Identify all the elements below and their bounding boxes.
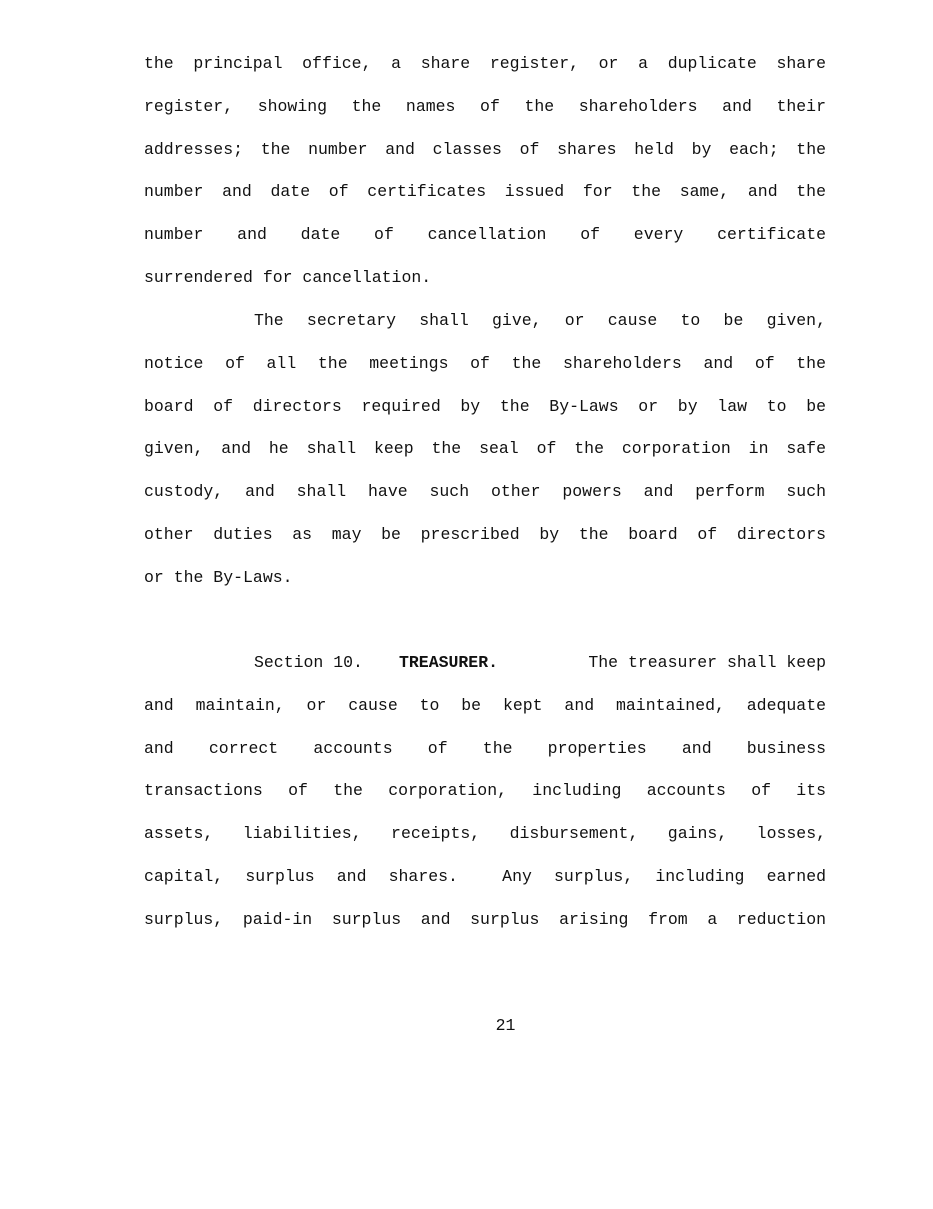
text-line: other duties as may be prescribed by the board of directors bbox=[144, 524, 826, 544]
text-line: The secretary shall give, or cause to be given, bbox=[254, 311, 826, 330]
text-line: surplus, paid-in surplus and surplus arising from a reduction bbox=[144, 909, 826, 929]
section-10-treasurer bbox=[144, 642, 826, 942]
text-line: surrendered for cancellation. bbox=[144, 267, 432, 287]
text-line: number and date of cancellation of every certificate bbox=[144, 225, 826, 245]
section-heading-text: The treasurer shall keep bbox=[588, 653, 826, 672]
text-line: addresses; the number and classes of shares held by each; the bbox=[144, 139, 826, 159]
text-line: the principal office, a share register, or a duplicate share bbox=[144, 54, 826, 73]
section-heading: TREASURER. bbox=[399, 653, 499, 672]
text-line: assets, liabilities, receipts, disbursement, gains, losses, bbox=[144, 824, 826, 844]
text-line: register, showing the names of the shareholders and their bbox=[144, 96, 826, 116]
paragraph-secretary-duties bbox=[144, 300, 826, 600]
text-line: given, and he shall keep the seal of the corporation in safe bbox=[144, 439, 826, 459]
section-number: Section 10. bbox=[254, 653, 363, 672]
text-line: capital, surplus and shares. Any surplus, including earned bbox=[144, 866, 826, 886]
text-line: custody, and shall have such other powers and perform such bbox=[144, 482, 826, 502]
text-line: and maintain, or cause to be kept and maintained, adequate bbox=[144, 695, 826, 715]
text-line: and correct accounts of the properties and business bbox=[144, 738, 826, 758]
text-line: or the By-Laws. bbox=[144, 567, 293, 587]
text-line: transactions of the corporation, including accounts of its bbox=[144, 781, 826, 801]
text-line: number and date of certificates issued for the same, and the bbox=[144, 182, 826, 202]
text-line: notice of all the meetings of the shareholders and of the bbox=[144, 353, 826, 373]
text-line: board of directors required by the By-Laws or by law to be bbox=[144, 396, 826, 416]
page-number: 21 bbox=[495, 1016, 516, 1035]
section-heading-line bbox=[144, 642, 826, 685]
paragraph-share-register bbox=[144, 43, 826, 300]
